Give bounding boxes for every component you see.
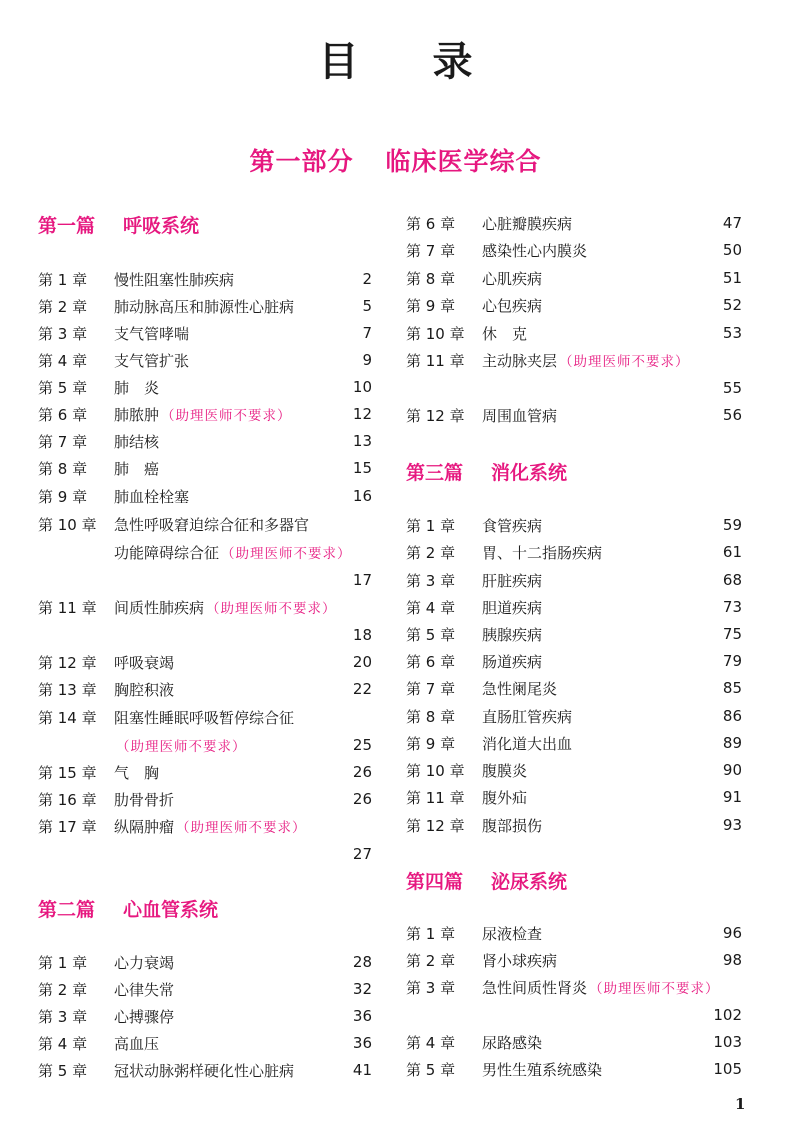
chapter-title: 尿路感染 <box>482 1033 543 1052</box>
chapter-title: 间质性肺疾病 <box>114 598 205 617</box>
page-title: 目 录 <box>318 38 503 85</box>
toc-entry <box>406 513 742 537</box>
page-number-ref: 26 <box>352 790 372 808</box>
dot-leader <box>163 375 349 399</box>
chapter-number: 第 1 章 <box>406 516 456 535</box>
page-number-ref: 22 <box>352 680 372 698</box>
part-title <box>0 142 791 178</box>
chapter-number: 第 9 章 <box>38 487 88 506</box>
toc-entry <box>38 568 372 592</box>
section-number: 第二篇 <box>38 898 96 921</box>
not-required-note: （助理医师不要求） <box>589 981 720 997</box>
dot-leader <box>546 568 719 592</box>
section-number: 第一篇 <box>38 214 96 237</box>
chapter-number: 第 10 章 <box>406 761 465 780</box>
chapter-number: 第 17 章 <box>38 817 97 836</box>
dot-leader <box>606 540 719 564</box>
chapter-title: 高血压 <box>114 1034 160 1053</box>
chapter-title: 心肌疾病 <box>482 269 543 288</box>
toc-entry <box>38 512 372 536</box>
chapter-title: 肾小球疾病 <box>482 951 558 970</box>
dot-leader <box>42 623 349 647</box>
section-name: 呼吸系统 <box>123 214 200 237</box>
chapter-number: 第 16 章 <box>38 790 97 809</box>
section-name: 泌尿系统 <box>491 870 568 893</box>
toc-entry <box>38 267 372 291</box>
toc-entry <box>406 348 742 372</box>
toc-entry <box>406 1003 742 1027</box>
toc-entry <box>406 1057 742 1081</box>
toc-entry <box>38 1058 372 1082</box>
dot-leader <box>546 813 719 837</box>
dot-leader <box>591 238 719 262</box>
page-number-ref: 26 <box>352 763 372 781</box>
chapter-title: 感染性心内膜炎 <box>482 241 588 260</box>
toc-entry <box>406 238 742 262</box>
page-number-ref: 16 <box>352 487 372 505</box>
chapter-title: 男性生殖系统感染 <box>482 1060 603 1079</box>
section-name: 消化系统 <box>491 461 568 484</box>
toc-entry <box>406 540 742 564</box>
chapter-title: 纵隔肿瘤 <box>114 817 175 836</box>
dot-leader <box>606 1057 709 1081</box>
toc-entry <box>38 402 372 426</box>
dot-leader <box>178 787 349 811</box>
chapter-number: 第 2 章 <box>38 980 88 999</box>
page-number: 1 <box>735 1095 746 1113</box>
chapter-number: 第 3 章 <box>38 324 88 343</box>
chapter-number: 第 8 章 <box>406 269 456 288</box>
page-number-ref: 103 <box>713 1033 742 1051</box>
not-required-note: （助理医师不要求） <box>176 820 307 836</box>
page-number-ref: 12 <box>352 405 372 423</box>
chapter-number: 第 6 章 <box>38 405 88 424</box>
not-required-note: （助理医师不要求） <box>206 601 337 617</box>
page-number-ref: 79 <box>722 652 742 670</box>
not-required-note: （助理医师不要求） <box>116 739 247 755</box>
toc-entry <box>38 842 372 866</box>
chapter-title: 腹膜炎 <box>482 761 528 780</box>
chapter-title: 腹外疝 <box>482 788 528 807</box>
page-number-ref: 75 <box>722 625 742 643</box>
toc-entry <box>38 950 372 974</box>
toc-entry <box>38 456 372 480</box>
page-number-ref: 85 <box>722 679 742 697</box>
chapter-number: 第 12 章 <box>406 816 465 835</box>
chapter-number: 第 4 章 <box>38 1034 88 1053</box>
dot-leader <box>546 513 719 537</box>
chapter-number: 第 4 章 <box>406 598 456 617</box>
toc-entry <box>406 948 742 972</box>
page-number-ref: 5 <box>362 297 372 315</box>
chapter-number: 第 14 章 <box>38 708 97 727</box>
section-heading <box>406 866 567 894</box>
dot-leader <box>531 758 719 782</box>
chapter-title: 心律失常 <box>114 980 175 999</box>
page-number-ref: 28 <box>352 953 372 971</box>
chapter-number: 第 7 章 <box>406 679 456 698</box>
chapter-number: 第 5 章 <box>406 625 456 644</box>
chapter-number: 第 11 章 <box>406 788 465 807</box>
toc-entry <box>38 595 372 619</box>
dot-leader <box>546 1030 709 1054</box>
page-number-ref: 25 <box>352 736 372 754</box>
page-number-ref: 53 <box>722 324 742 342</box>
dot-leader <box>238 267 354 291</box>
toc-entry <box>38 348 372 372</box>
toc-entry <box>406 622 742 646</box>
chapter-number: 第 3 章 <box>406 571 456 590</box>
chapter-title: 周围血管病 <box>482 406 558 425</box>
chapter-number: 第 11 章 <box>406 351 465 370</box>
dot-leader <box>298 1058 349 1082</box>
chapter-title: 肺脓肿 <box>114 405 160 424</box>
toc-entry <box>38 540 372 564</box>
chapter-number: 第 1 章 <box>406 924 456 943</box>
chapter-title: 心力衰竭 <box>114 953 175 972</box>
dot-leader <box>298 294 354 318</box>
chapter-number: 第 5 章 <box>38 378 88 397</box>
not-required-note: （助理医师不要求） <box>221 546 352 562</box>
dot-leader <box>561 676 719 700</box>
page-number-ref: 68 <box>722 571 742 589</box>
chapter-number: 第 9 章 <box>406 296 456 315</box>
page-number-ref: 15 <box>352 459 372 477</box>
dot-leader <box>178 650 349 674</box>
page-number-ref: 102 <box>713 1006 742 1024</box>
toc-entry <box>406 676 742 700</box>
chapter-title: 支气管哮喘 <box>114 324 190 343</box>
chapter-number: 第 8 章 <box>406 707 456 726</box>
page-number-ref: 36 <box>352 1007 372 1025</box>
dot-leader <box>42 842 349 866</box>
dot-leader <box>561 948 719 972</box>
chapter-number: 第 11 章 <box>38 598 97 617</box>
dot-leader <box>178 950 349 974</box>
chapter-title: 心包疾病 <box>482 296 543 315</box>
not-required-note: （助理医师不要求） <box>161 408 292 424</box>
dot-leader <box>576 211 719 235</box>
chapter-title: 休 克 <box>482 324 528 343</box>
dot-leader <box>546 293 719 317</box>
toc-entry <box>406 704 742 728</box>
chapter-title: 肺结核 <box>114 432 160 451</box>
page-number-ref: 50 <box>722 241 742 259</box>
dot-leader <box>546 622 719 646</box>
chapter-number: 第 2 章 <box>406 951 456 970</box>
toc-entry <box>406 211 742 235</box>
dot-leader <box>163 1031 349 1055</box>
section-number: 第四篇 <box>406 870 464 893</box>
page-number-ref: 27 <box>352 845 372 863</box>
chapter-number: 第 2 章 <box>406 543 456 562</box>
dot-leader <box>546 595 719 619</box>
toc-entry <box>406 321 742 345</box>
toc-entry <box>406 568 742 592</box>
toc-entry <box>406 731 742 755</box>
chapter-number: 第 15 章 <box>38 763 97 782</box>
chapter-title: 肺 癌 <box>114 459 160 478</box>
toc-entry <box>38 733 372 757</box>
dot-leader <box>561 403 719 427</box>
chapter-title: 急性呼吸窘迫综合征和多器官 <box>114 515 310 534</box>
page-number-ref: 51 <box>722 269 742 287</box>
page-number-ref: 17 <box>352 571 372 589</box>
dot-leader <box>546 266 719 290</box>
dot-leader <box>410 1003 709 1027</box>
section-heading <box>38 894 218 922</box>
toc-entry <box>406 921 742 945</box>
page-number-ref: 36 <box>352 1034 372 1052</box>
dot-leader <box>178 977 349 1001</box>
dot-leader <box>178 1004 349 1028</box>
toc-entry <box>38 294 372 318</box>
chapter-title: 胃、十二指肠疾病 <box>482 543 603 562</box>
page-number-ref: 86 <box>722 707 742 725</box>
chapter-number: 第 1 章 <box>38 953 88 972</box>
chapter-number: 第 6 章 <box>406 652 456 671</box>
chapter-number: 第 10 章 <box>38 515 97 534</box>
chapter-number: 第 4 章 <box>38 351 88 370</box>
dot-leader <box>193 348 354 372</box>
toc-entry <box>406 293 742 317</box>
toc-entry <box>38 650 372 674</box>
toc-entry <box>406 813 742 837</box>
page-number-ref: 55 <box>722 379 742 397</box>
chapter-title: 功能障碍综合征 <box>114 543 220 562</box>
dot-leader <box>576 704 719 728</box>
page-number-ref: 47 <box>722 214 742 232</box>
page-number-ref: 90 <box>722 761 742 779</box>
page-number-ref: 10 <box>352 378 372 396</box>
chapter-title: 食管疾病 <box>482 516 543 535</box>
page-number-ref: 59 <box>722 516 742 534</box>
chapter-number: 第 5 章 <box>406 1060 456 1079</box>
page-number-ref: 7 <box>362 324 372 342</box>
part-name: 临床医学综合 <box>385 147 542 176</box>
chapter-title: 胰腺疾病 <box>482 625 543 644</box>
toc-entry <box>406 266 742 290</box>
chapter-number: 第 4 章 <box>406 1033 456 1052</box>
dot-leader <box>42 568 349 592</box>
toc-entry <box>38 623 372 647</box>
dot-leader <box>546 921 719 945</box>
toc-entry <box>38 1004 372 1028</box>
chapter-title: 消化道大出血 <box>482 734 573 753</box>
section-number: 第三篇 <box>406 461 464 484</box>
chapter-title: 直肠肛管疾病 <box>482 707 573 726</box>
page-number-ref: 93 <box>722 816 742 834</box>
toc-entry <box>38 375 372 399</box>
toc-entry <box>406 975 742 999</box>
dot-leader <box>296 402 349 426</box>
toc-entry <box>406 376 742 400</box>
toc-entry <box>406 1030 742 1054</box>
toc-entry <box>38 787 372 811</box>
chapter-title: 肺 炎 <box>114 378 160 397</box>
page-number-ref: 20 <box>352 653 372 671</box>
dot-leader <box>546 649 719 673</box>
chapter-title: 急性阑尾炎 <box>482 679 558 698</box>
page-number-ref: 105 <box>713 1060 742 1078</box>
chapter-number: 第 8 章 <box>38 459 88 478</box>
toc-entry <box>38 814 372 838</box>
dot-leader <box>193 484 349 508</box>
section-name: 心血管系统 <box>123 898 219 921</box>
page-number-ref: 41 <box>352 1061 372 1079</box>
page-number-ref: 56 <box>722 406 742 424</box>
dot-leader <box>193 321 354 345</box>
dot-leader <box>163 429 349 453</box>
chapter-title: 肝脏疾病 <box>482 571 543 590</box>
not-required-note: （助理医师不要求） <box>559 354 690 370</box>
chapter-number: 第 2 章 <box>38 297 88 316</box>
dot-leader <box>178 677 349 701</box>
toc-entry <box>38 484 372 508</box>
chapter-title: 心脏瓣膜疾病 <box>482 214 573 233</box>
toc-entry <box>38 977 372 1001</box>
page-number-ref: 18 <box>352 626 372 644</box>
toc-entry <box>38 321 372 345</box>
chapter-number: 第 10 章 <box>406 324 465 343</box>
section-heading <box>406 457 567 485</box>
dot-leader <box>163 456 349 480</box>
toc-entry <box>38 429 372 453</box>
toc-entry <box>406 785 742 809</box>
toc-entry <box>38 1031 372 1055</box>
chapter-title: 肠道疾病 <box>482 652 543 671</box>
toc-entry <box>406 595 742 619</box>
chapter-title: 急性间质性肾炎 <box>482 978 588 997</box>
chapter-title: 气 胸 <box>114 763 160 782</box>
dot-leader <box>531 785 719 809</box>
page-number-ref: 61 <box>722 543 742 561</box>
dot-leader <box>163 760 349 784</box>
chapter-number: 第 1 章 <box>38 270 88 289</box>
chapter-number: 第 6 章 <box>406 214 456 233</box>
page-number-ref: 73 <box>722 598 742 616</box>
toc-entry <box>406 649 742 673</box>
toc-entry <box>406 758 742 782</box>
chapter-title: 阻塞性睡眠呼吸暂停综合征 <box>114 708 295 727</box>
chapter-title: 尿液检查 <box>482 924 543 943</box>
chapter-title: 肺血栓栓塞 <box>114 487 190 506</box>
chapter-number: 第 7 章 <box>38 432 88 451</box>
chapter-title: 肺动脉高压和肺源性心脏病 <box>114 297 295 316</box>
toc-entry <box>38 760 372 784</box>
page-number-ref: 91 <box>722 788 742 806</box>
chapter-title: 主动脉夹层 <box>482 351 558 370</box>
chapter-title: 心搏骤停 <box>114 1007 175 1026</box>
page-number-ref: 13 <box>352 432 372 450</box>
chapter-number: 第 12 章 <box>406 406 465 425</box>
chapter-title: 胸腔积液 <box>114 680 175 699</box>
chapter-title: 呼吸衰竭 <box>114 653 175 672</box>
dot-leader <box>410 376 719 400</box>
chapter-number: 第 5 章 <box>38 1061 88 1080</box>
section-heading <box>38 210 199 238</box>
toc-entry <box>38 705 372 729</box>
chapter-title: 冠状动脉粥样硬化性心脏病 <box>114 1061 295 1080</box>
page-number-ref: 52 <box>722 296 742 314</box>
dot-leader <box>251 733 349 757</box>
chapter-title: 慢性阻塞性肺疾病 <box>114 270 235 289</box>
chapter-number: 第 13 章 <box>38 680 97 699</box>
chapter-title: 支气管扩张 <box>114 351 190 370</box>
page-number-ref: 32 <box>352 980 372 998</box>
toc-entry <box>406 403 742 427</box>
toc-entry <box>38 677 372 701</box>
dot-leader <box>576 731 719 755</box>
dot-leader <box>531 321 719 345</box>
part-label: 第一部分 <box>249 147 354 176</box>
page-number-ref: 96 <box>722 924 742 942</box>
page-number-ref: 2 <box>362 270 372 288</box>
chapter-title: 肋骨骨折 <box>114 790 175 809</box>
chapter-number: 第 3 章 <box>38 1007 88 1026</box>
chapter-number: 第 12 章 <box>38 653 97 672</box>
page-number-ref: 89 <box>722 734 742 752</box>
chapter-title: 腹部损伤 <box>482 816 543 835</box>
chapter-number: 第 9 章 <box>406 734 456 753</box>
chapter-title: 胆道疾病 <box>482 598 543 617</box>
page-number-ref: 98 <box>722 951 742 969</box>
chapter-number: 第 3 章 <box>406 978 456 997</box>
chapter-number: 第 7 章 <box>406 241 456 260</box>
page-number-ref: 9 <box>362 351 372 369</box>
